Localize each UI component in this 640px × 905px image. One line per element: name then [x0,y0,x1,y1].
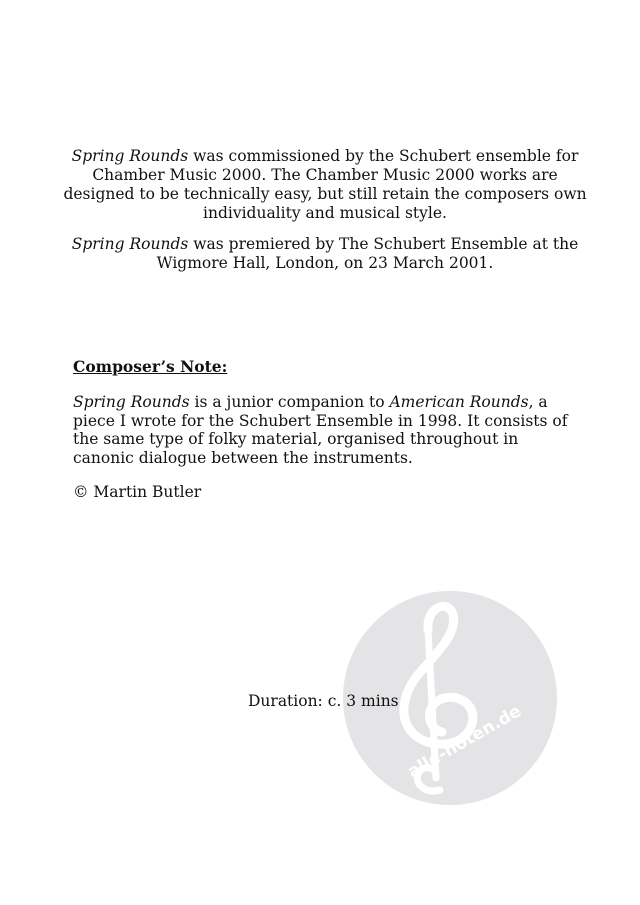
note-text-b: , a piece I wrote for the Schubert Ensemble in 1998. It consists of the same type of folky material, organised throughout in canonic dialogue between the instruments. [73,393,568,467]
referenced-work-title: American Rounds [389,393,529,411]
composers-note-body [73,393,573,467]
note-text-a: is a junior companion to [189,393,390,411]
work-title: Spring Rounds [73,393,190,411]
commission-text: was commissioned by the Schubert ensemble for Chamber Music 2000. The Chamber Music 2000 works are designed to be technically easy, but still retain the composers own individuality and musical style. [63,147,587,222]
duration-label: Duration: c. 3 mins [248,692,399,710]
premiere-paragraph [62,235,588,273]
commission-paragraph [62,147,588,223]
copyright-line: © Martin Butler [73,483,202,501]
work-title: Spring Rounds [71,235,189,253]
premiere-text: was premiered by The Schubert Ensemble at the Wigmore Hall, London, on 23 March 2001. [156,235,579,272]
work-title: Spring Rounds [71,147,189,165]
watermark-text: alle-noten.de [404,701,525,783]
composers-note-heading: Composer’s Note: [73,357,228,376]
